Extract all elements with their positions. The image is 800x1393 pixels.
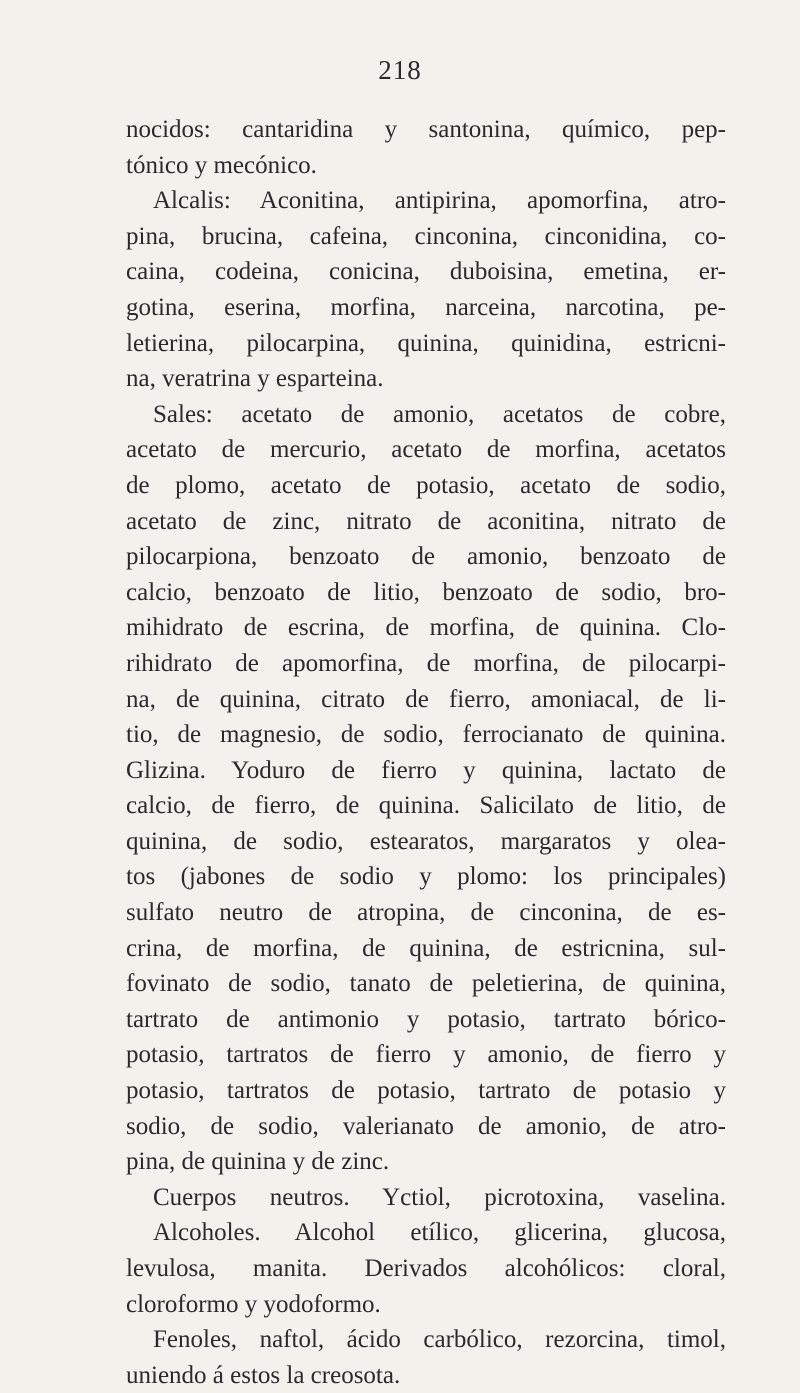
text-line: crina, de morfina, de quinina, de estricnina, sul- — [126, 934, 726, 962]
text-line: letierina, pilocarpina, quinina, quinidina, estricni- — [126, 329, 726, 357]
text-line: calcio, benzoato de litio, benzoato de sodio, bro- — [126, 578, 726, 606]
text-line: potasio, tartratos de fierro y amonio, de fierro y — [126, 1041, 726, 1069]
text-line: quinina, de sodio, estearatos, margaratos y olea- — [126, 827, 726, 855]
text-line: levulosa, manita. Derivados alcohólicos: cloral, — [126, 1255, 726, 1282]
page-number: 218 — [378, 55, 422, 85]
text-line: Sales: acetato de amonio, acetatos de cobre, — [153, 400, 726, 428]
text-line: gotina, eserina, morfina, narceina, narcotina, pe- — [126, 293, 726, 321]
text-line: uniendo á estos la creosota. — [126, 1361, 401, 1389]
text-line: Fenoles, naftol, ácido carbólico, rezorcina, timol, — [153, 1326, 726, 1354]
text-line: Alcalis: Aconitina, antipirina, apomorfina, atro- — [153, 187, 726, 215]
text-line: de plomo, acetato de potasio, acetato de sodio, — [126, 471, 726, 499]
text-line: na, de quinina, citrato de fierro, amoniacal, de li- — [126, 685, 726, 713]
text-line: tartrato de antimonio y potasio, tartrato bórico- — [126, 1005, 726, 1033]
text-line: caina, codeina, conicina, duboisina, emetina, er- — [126, 258, 726, 286]
text-line: pina, de quinina y de zinc. — [126, 1148, 390, 1176]
text-line: rihidrato de apomorfina, de morfina, de pilocarpi- — [126, 649, 726, 677]
text-line: sulfato neutro de atropina, de cinconina, de es- — [126, 899, 726, 927]
text-line: mihidrato de escrina, de morfina, de quinina. Clo- — [126, 614, 726, 642]
body-text — [126, 112, 726, 1393]
text-line: calcio, de fierro, de quinina. Salicilato de litio, de — [126, 792, 726, 820]
text-line: tos (jabones de sodio y plomo: los principales) — [126, 863, 726, 891]
text-line: Cuerpos neutros. Yctiol, picrotoxina, vaselina. — [153, 1183, 726, 1211]
text-line: Alcoholes. Alcohol etílico, glicerina, glucosa, — [153, 1219, 726, 1247]
text-line: acetato de mercurio, acetato de morfina, acetatos — [126, 436, 726, 464]
text-line: cloroformo y yodoformo. — [126, 1290, 381, 1318]
text-line: Glizina. Yoduro de fierro y quinina, lactato de — [126, 756, 726, 784]
text-line: pina, brucina, cafeina, cinconina, cinconidina, co- — [126, 222, 726, 250]
text-line: fovinato de sodio, tanato de peletierina, de quinina, — [126, 970, 726, 998]
text-line: acetato de zinc, nitrato de aconitina, nitrato de — [126, 507, 726, 535]
text-line: pilocarpiona, benzoato de amonio, benzoato de — [126, 543, 726, 571]
text-line: na, veratrina y esparteina. — [126, 365, 384, 393]
text-line: tónico y mecónico. — [126, 151, 317, 179]
text-line: sodio, de sodio, valerianato de amonio, de atro- — [126, 1112, 726, 1140]
text-line: nocidos: cantaridina y santonina, químico, pep- — [126, 116, 726, 143]
text-line: tio, de magnesio, de sodio, ferrocianato de quinina. — [126, 721, 726, 749]
text-line: potasio, tartratos de potasio, tartrato de potasio y — [126, 1077, 726, 1105]
